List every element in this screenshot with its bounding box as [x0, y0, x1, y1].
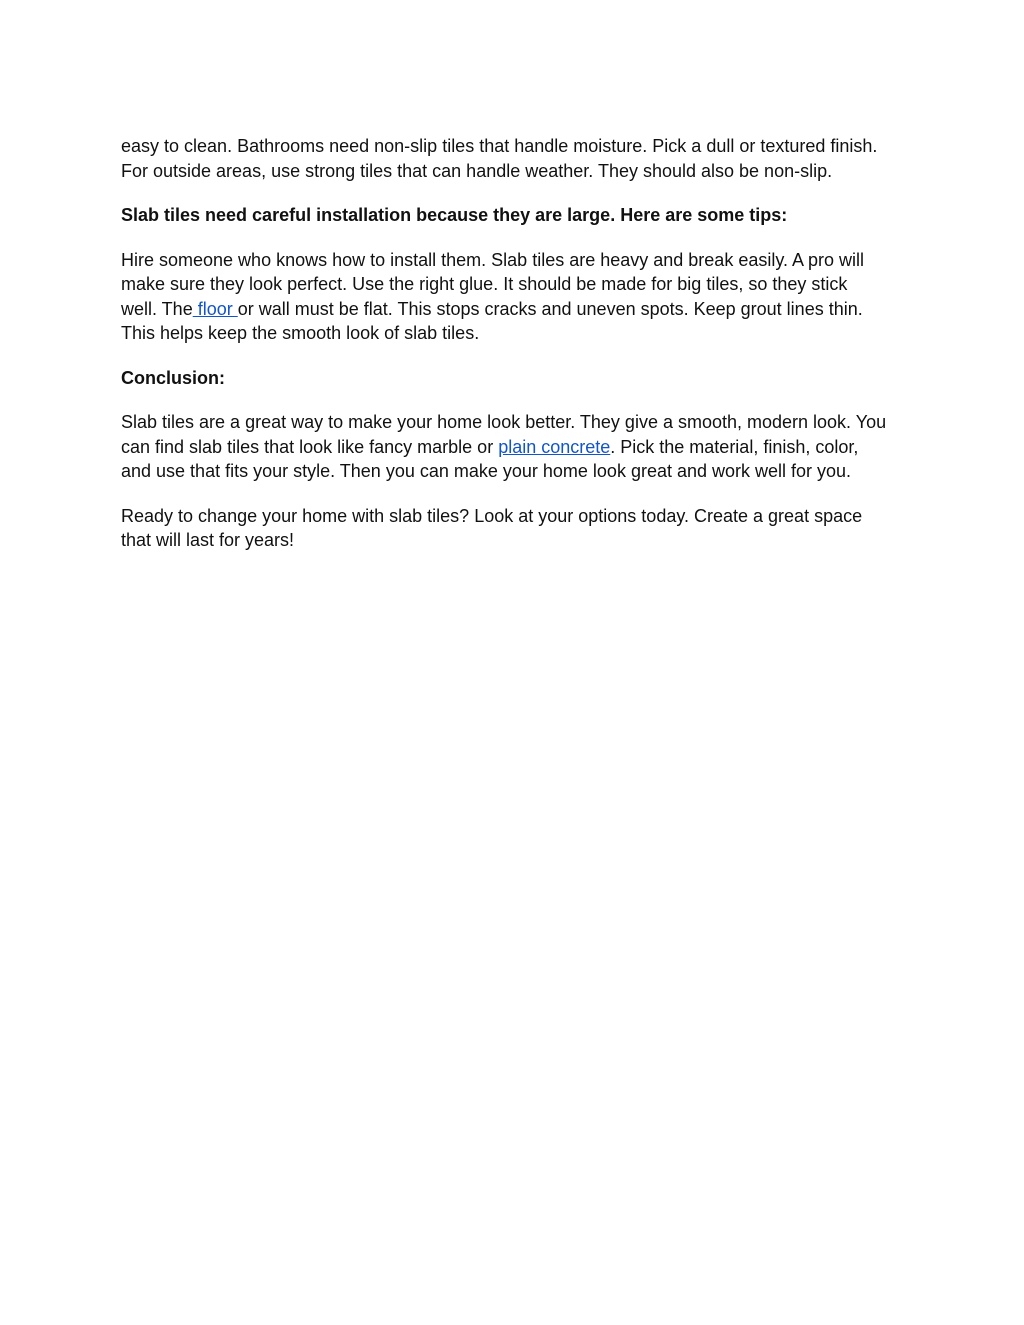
- text-line: easy to clean. Bathrooms need non-slip tiles that handle moisture. Pick a dull or textured finish.: [121, 136, 878, 156]
- text-segment: . Pick the material, finish, color,: [610, 436, 859, 457]
- plain-concrete-link[interactable]: plain concrete: [498, 436, 611, 457]
- text-line: Ready to change your home with slab tiles? Look at your options today. Create a great space: [121, 505, 863, 526]
- document-page: [121, 134, 911, 573]
- text-line: [121, 435, 911, 460]
- text-line: and use that fits your style. Then you can make your home look great and work well for you.: [121, 461, 852, 481]
- paragraph-conclusion: [121, 410, 911, 484]
- text-line: Slab tiles are a great way to make your home look better. They give a smooth, modern look. You: [121, 412, 887, 432]
- floor-link[interactable]: floor: [192, 298, 238, 319]
- text-line: [121, 297, 911, 322]
- text-segment: or wall must be flat. This stops cracks and uneven spots. Keep grout lines thin.: [237, 298, 863, 319]
- paragraph-installation-tips: [121, 248, 911, 346]
- installation-heading: Slab tiles need careful installation because they are large. Here are some tips:: [121, 205, 788, 225]
- paragraph-tile-finishes: [121, 134, 911, 183]
- conclusion-heading: Conclusion:: [121, 367, 225, 388]
- text-line: make sure they look perfect. Use the right glue. It should be made for big tiles, so they stick: [121, 274, 848, 294]
- paragraph-call-to-action: [121, 504, 911, 553]
- text-line: Hire someone who knows how to install them. Slab tiles are heavy and break easily. A pro will: [121, 249, 865, 270]
- text-line: This helps keep the smooth look of slab tiles.: [121, 323, 480, 343]
- text-segment: can find slab tiles that look like fancy marble or: [121, 436, 499, 457]
- text-line: For outside areas, use strong tiles that can handle weather. They should also be non-slip.: [121, 160, 833, 181]
- text-segment: well. The: [121, 298, 193, 319]
- text-line: that will last for years!: [121, 530, 295, 550]
